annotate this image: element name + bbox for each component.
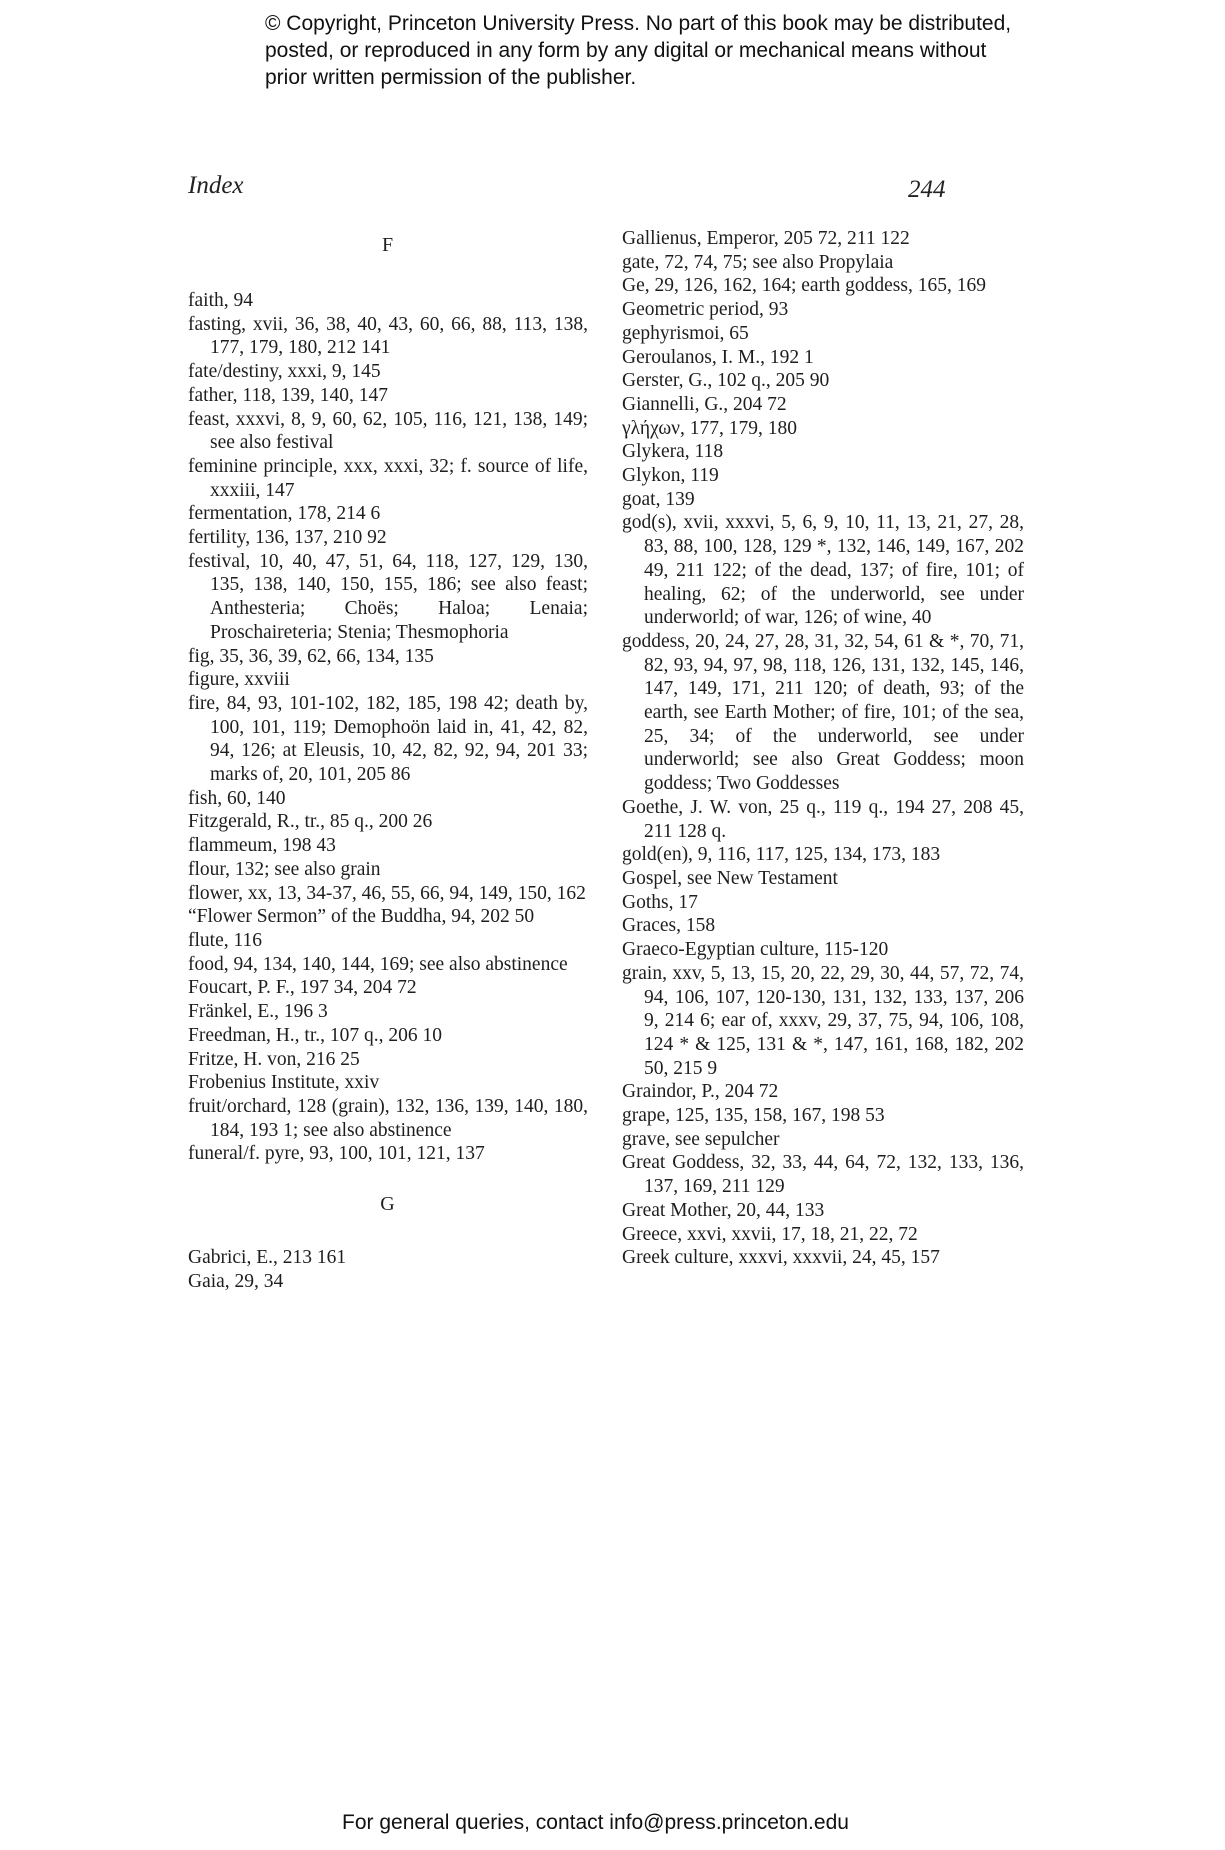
index-entry: Glykon, 119 (622, 465, 719, 487)
index-entry: Greek culture, xxxvi, xxxvii, 24, 45, 157 (622, 1247, 940, 1269)
index-entry: Goths, 17 (622, 891, 698, 913)
index-entry: γλήχων, 177, 179, 180 (622, 417, 797, 439)
index-entry: Gabrici, E., 213 161 (188, 1247, 347, 1269)
running-head-title: Index (188, 172, 244, 199)
index-entry: fig, 35, 36, 39, 62, 66, 134, 135 (188, 645, 434, 667)
index-entry: flower, xx, 13, 34-37, 46, 55, 66, 94, 149, 150, 162 (188, 882, 586, 904)
index-entry: Foucart, P. F., 197 34, 204 72 (188, 977, 417, 999)
index-entry: Fränkel, E., 196 3 (188, 1001, 328, 1023)
index-entry: grave, see sepulcher (622, 1128, 780, 1150)
index-entry: gephyrismoi, 65 (622, 322, 749, 344)
index-entry: Gaia, 29, 34 (188, 1270, 284, 1292)
index-entry: feminine principle, xxx, xxxi, 32; f. source of life, xxxiii, 147 (188, 455, 588, 501)
index-entry: Great Goddess, 32, 33, 44, 64, 72, 132, 133, 136, 137, 169, 211 129 (622, 1152, 1024, 1198)
entries-g (188, 1246, 588, 1293)
index-entry: flute, 116 (188, 929, 263, 951)
index-entry: gate, 72, 74, 75; see also Propylaia (622, 251, 894, 273)
index-entry: Geroulanos, I. M., 192 1 (622, 346, 814, 368)
index-entry: goddess, 20, 24, 27, 28, 31, 32, 54, 61 & *, 70, 71, 82, 93, 94, 97, 98, 118, 126, 131, 132, 145, 146, 147, 149, 171, 211 120; of death, 93; of the earth, see Earth Mother; of fire, 101; of the sea, 25, 34; of the underworld, see under underworld; see also Great Goddess; moon goddess; Two Goddesses (622, 630, 1024, 795)
index-entry: grape, 125, 135, 158, 167, 198 53 (622, 1105, 885, 1127)
index-entry: Ge, 29, 126, 162, 164; earth goddess, 165, 169 (622, 275, 986, 297)
entries-f (188, 289, 588, 1166)
index-entry: Geometric period, 93 (622, 299, 789, 321)
index-entry: Greece, xxvi, xxvii, 17, 18, 21, 22, 72 (622, 1223, 918, 1245)
index-entry: flour, 132; see also grain (188, 858, 381, 880)
entries-g-continued (622, 227, 1024, 1270)
index-entry: Graindor, P., 204 72 (622, 1081, 779, 1103)
index-entry: Freedman, H., tr., 107 q., 206 10 (188, 1024, 443, 1046)
index-entry: god(s), xvii, xxxvi, 5, 6, 9, 10, 11, 13, 21, 27, 28, 83, 88, 100, 128, 129 *, 132, 146, 149, 167, 202 49, 211 122; of the dead, 137; of fire, 101; of healing, 62; of the underworld, see under underworld; of war, 126; of wine, 40 (622, 512, 1024, 629)
index-entry: fasting, xvii, 36, 38, 40, 43, 60, 66, 88, 113, 138, 177, 179, 180, 212 141 (188, 313, 588, 359)
index-entry: Great Mother, 20, 44, 133 (622, 1199, 825, 1221)
index-entry: fruit/orchard, 128 (grain), 132, 136, 139, 140, 180, 184, 193 1; see also abstinence (188, 1095, 588, 1141)
index-entry: Fritze, H. von, 216 25 (188, 1048, 360, 1070)
index-entry: figure, xxviii (188, 669, 290, 691)
section-letter-f: F (381, 234, 395, 256)
index-entry: feast, xxxvi, 8, 9, 60, 62, 105, 116, 121, 138, 149; see also festival (188, 408, 588, 454)
left-index-column (188, 231, 588, 1293)
index-entry: Giannelli, G., 204 72 (622, 393, 787, 415)
index-entry: father, 118, 139, 140, 147 (188, 384, 388, 406)
index-entry: Gerster, G., 102 q., 205 90 (622, 370, 830, 392)
copyright-notice: © Copyright, Princeton University Press. No part of this book may be distributed, posted, or reproduced in any form by any digital or mechanical means without prior written permission of the publisher. (265, 12, 1012, 89)
index-entry: goat, 139 (622, 488, 695, 510)
right-index-column (622, 227, 1024, 1270)
index-entry: food, 94, 134, 140, 144, 169; see also abstinence (188, 953, 568, 975)
index-entry: Fitzgerald, R., tr., 85 q., 200 26 (188, 811, 433, 833)
index-entry: fire, 84, 93, 101-102, 182, 185, 198 42; death by, 100, 101, 119; Demophoön laid in, 41, 42, 82, 94, 126; at Eleusis, 10, 42, 82, 92, 94, 201 33; marks of, 20, 101, 205 86 (188, 692, 588, 786)
index-entry: Goethe, J. W. von, 25 q., 119 q., 194 27, 208 45, 211 128 q. (622, 796, 1024, 842)
index-entry: Gallienus, Emperor, 205 72, 211 122 (622, 228, 910, 249)
index-entry: fermentation, 178, 214 6 (188, 503, 381, 525)
index-entry: grain, xxv, 5, 13, 15, 20, 22, 29, 30, 44, 57, 72, 74, 94, 106, 107, 120-130, 131, 132, 133, 137, 206 9, 214 6; ear of, xxxv, 29, 37, 75, 94, 106, 108, 124 * & 125, 131 & *, 147, 161, 168, 182, 202 50, 215 9 (622, 962, 1024, 1079)
page-number: 244 (908, 176, 946, 203)
index-entry: funeral/f. pyre, 93, 100, 101, 121, 137 (188, 1143, 485, 1165)
index-entry: flammeum, 198 43 (188, 835, 336, 857)
section-letter-g: G (380, 1193, 396, 1216)
index-entry: fish, 60, 140 (188, 787, 286, 809)
index-entry: “Flower Sermon” of the Buddha, 94, 202 50 (188, 906, 535, 928)
index-entry: Graeco-Egyptian culture, 115-120 (622, 939, 889, 961)
index-entry: festival, 10, 40, 47, 51, 64, 118, 127, 129, 130, 135, 138, 140, 150, 155, 186; see also feast; Anthesteria; Choës; Haloa; Lenaia; Proschaireteria; Stenia; Thesmophoria (188, 550, 588, 643)
index-entry: fate/destiny, xxxi, 9, 145 (188, 361, 381, 383)
index-entry: Glykera, 118 (622, 441, 724, 463)
footer-contact: For general queries, contact info@press.princeton.edu (342, 1811, 849, 1834)
index-entry: fertility, 136, 137, 210 92 (188, 527, 387, 549)
index-entry: gold(en), 9, 116, 117, 125, 134, 173, 183 (622, 844, 941, 866)
index-entry: Graces, 158 (622, 915, 716, 937)
index-entry: Gospel, see New Testament (622, 867, 838, 889)
index-entry: Frobenius Institute, xxiv (188, 1072, 380, 1094)
index-entry: faith, 94 (188, 290, 253, 311)
